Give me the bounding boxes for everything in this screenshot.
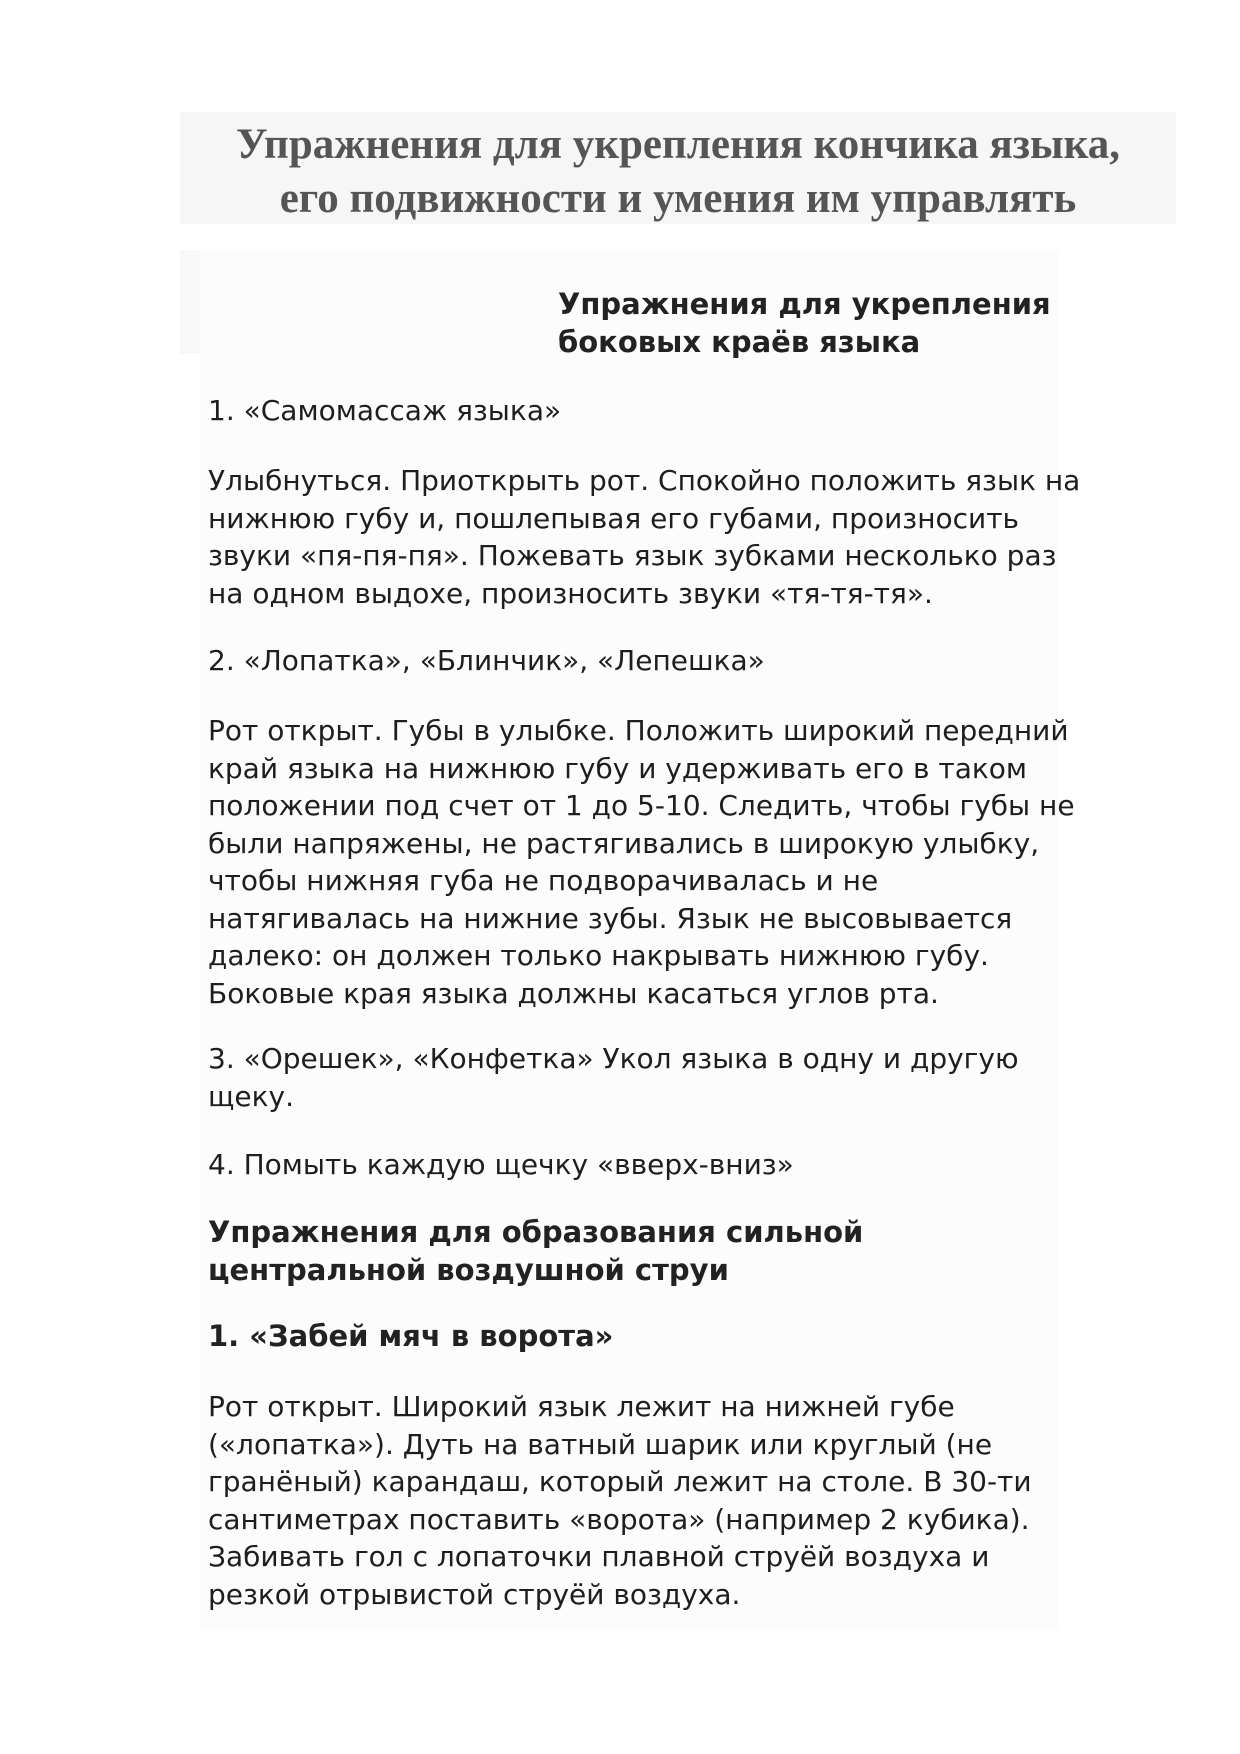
text-line: чтобы нижняя губа не подворачивалась и не (208, 864, 879, 897)
text-line: на одном выдохе, произносить звуки «тя-тя-тя». (208, 576, 933, 610)
section-heading-line: боковых краёв языка (558, 325, 921, 359)
text-line: далеко: он должен только накрывать нижнюю губу. (208, 939, 989, 972)
section-heading-line: Упражнения для укрепления (558, 287, 1051, 321)
exercise-3 (208, 1040, 1019, 1115)
text-line: гранёный) карандаш, который лежит на столе. В 30-ти (208, 1465, 1032, 1498)
text-line: край языка на нижнюю губу и удерживать его в таком (208, 751, 1028, 785)
text-line: Рот открыт. Губы в улыбке. Положить широкий передний (208, 714, 1069, 747)
section-heading-air-stream (208, 1214, 863, 1289)
section-heading-side-edges (558, 285, 1051, 361)
section-heading-line: Упражнения для образования сильной (208, 1215, 864, 1249)
exercise-4-title: 4. Помыть каждую щечку «вверх-вниз» (208, 1148, 794, 1181)
text-line: 3. «Орешек», «Конфетка» Укол языка в одну и другую (208, 1042, 1019, 1075)
exercise-1-title: 1. «Самомассаж языка» (208, 394, 562, 427)
page-title-line: его подвижности и умения им управлять (279, 175, 1077, 222)
text-line: нижнюю губу и, пошлепывая его губами, произносить (208, 501, 1020, 535)
text-line: Боковые края языка должны касаться углов рта. (208, 976, 939, 1010)
exercise-5-title: 1. «Забей мяч в ворота» (208, 1319, 614, 1353)
text-line: Улыбнуться. Приоткрыть рот. Спокойно положить язык на (208, 464, 1081, 497)
page-title (180, 118, 1176, 226)
exercise-1-description (208, 462, 1080, 612)
text-line: («лопатка»). Дуть на ватный шарик или круглый (не (208, 1427, 993, 1461)
text-line: положении под счет от 1 до 5-10. Следить, чтобы губы не (208, 789, 1075, 822)
text-line: сантиметрах поставить «ворота» (например 2 кубика). (208, 1502, 1030, 1536)
text-line: Рот открыт. Широкий язык лежит на нижней губе (208, 1390, 955, 1423)
text-line: Забивать гол с лопаточки плавной струёй воздуха и (208, 1540, 990, 1573)
exercise-2-description (208, 712, 1075, 1012)
text-line: резкой отрывистой струёй воздуха. (208, 1577, 741, 1611)
section-heading-line: центральной воздушной струи (208, 1252, 729, 1287)
exercise-2-title: 2. «Лопатка», «Блинчик», «Лепешка» (208, 644, 765, 677)
exercise-5-description (208, 1388, 1032, 1613)
text-line: звуки «пя-пя-пя». Пожевать язык зубками несколько раз (208, 539, 1057, 572)
text-line: щеку. (208, 1079, 294, 1113)
text-line: натягивалась на нижние зубы. Язык не высовывается (208, 901, 1013, 935)
text-line: были напряжены, не растягивались в широкую улыбку, (208, 826, 1040, 860)
page-title-line: Упражнения для укрепления кончика языка, (236, 121, 1120, 168)
